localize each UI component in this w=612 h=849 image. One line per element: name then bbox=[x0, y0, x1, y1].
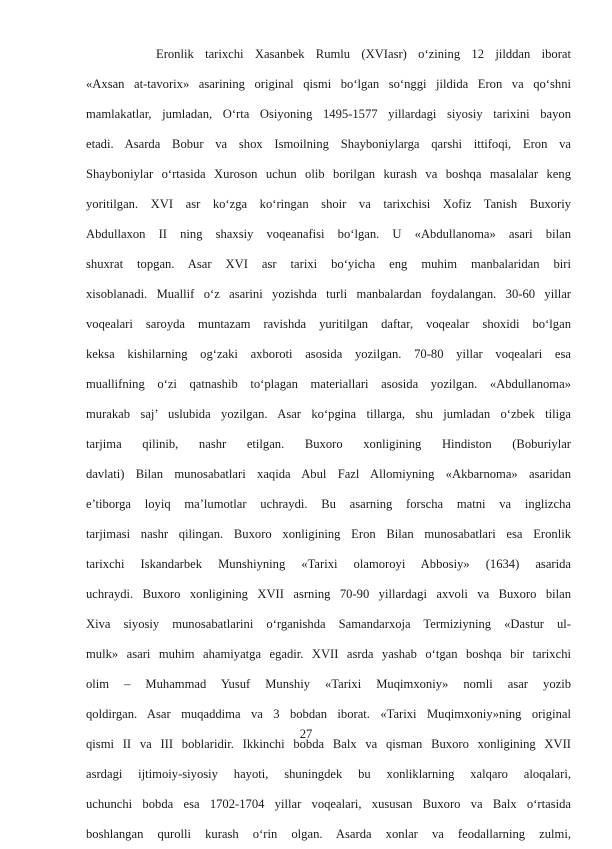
text-line: qoldirgan. Asar muqaddima va 3 bobdan iborat. «Tarixi Muqimxoniy»ning original bbox=[86, 707, 571, 721]
text-line: uchraydi. Buxoro xonligining XVII asrning 70-90 yillardagi axvoli va Buxoro bilan bbox=[86, 587, 571, 601]
text-line: tarjima qilinib, nashr etilgan. Buxoro xonligining Hindiston (Boburiylar bbox=[86, 437, 571, 451]
text-line: olim – Muhammad Yusuf Munshiy «Tarixi Muqimxoniy» nomli asar yozib bbox=[86, 677, 571, 691]
text-line: voqealari saroyda muntazam ravishda yuritilgan daftar, voqealar shoxidi bo‘lgan bbox=[86, 317, 571, 331]
text-line: etadi. Asarda Bobur va shox Ismoilning Shayboniylarga qarshi ittifoqi, Eron va bbox=[86, 137, 571, 151]
text-line: uchunchi bobda esa 1702-1704 yillar voqealari, xususan Buxoro va Balx o‘rtasida bbox=[86, 797, 571, 811]
text-line: davlati) Bilan munosabatlari xaqida Abul Fazl Allomiyning «Akbarnoma» asaridan bbox=[86, 467, 571, 481]
text-line: «Axsan at-tavorix» asarining original qismi bo‘lgan so‘nggi jildida Eron va qo‘shni bbox=[86, 77, 571, 91]
text-line: muallifning o‘zi qatnashib to‘plagan materiallari asosida yozilgan. «Abdullanoma» bbox=[86, 377, 571, 391]
text-line: xisoblanadi. Muallif o‘z asarini yozishda turli manbalardan foydalangan. 30-60 yillar bbox=[86, 287, 571, 301]
text-line: e’tiborga loyiq ma’lumotlar uchraydi. Bu asarning forscha matni va inglizcha bbox=[86, 497, 571, 511]
text-line: tarixchi Iskandarbek Munshiyning «Tarixi olamoroyi Abbosiy» (1634) asarida bbox=[86, 557, 571, 571]
text-line: mulk» asari muhim ahamiyatga egadir. XVII asrda yashab o‘tgan boshqa bir tarixchi bbox=[86, 647, 571, 661]
text-line: Eronlik tarixchi Xasanbek Rumlu (XVIasr) o‘zining 12 jilddan iborat bbox=[156, 47, 571, 61]
text-line: mamlakatlar, jumladan, O‘rta Osiyoning 1495-1577 yillardagi siyosiy tarixini bayon bbox=[86, 107, 571, 121]
text-line: keksa kishilarning og‘zaki axboroti asosida yozilgan. 70-80 yillar voqealari esa bbox=[86, 347, 571, 361]
text-line: Shayboniylar o‘rtasida Xuroson uchun olib borilgan kurash va boshqa masalalar keng bbox=[86, 167, 571, 181]
text-line: Abdullaxon II ning shaxsiy voqeanafisi bo‘lgan. U «Abdullanoma» asari bilan bbox=[86, 227, 571, 241]
text-line: tarjimasi nashr qilingan. Buxoro xonligining Eron Bilan munosabatlari esa Eronlik bbox=[86, 527, 571, 541]
text-line: shuxrat topgan. Asar XVI asr tarixi bo‘yicha eng muhim manbalaridan biri bbox=[86, 257, 571, 271]
text-line: qismi II va III boblaridir. Ikkinchi bobda Balx va qisman Buxoro xonligining XVII bbox=[86, 737, 571, 751]
text-line: murakab saj’ uslubida yozilgan. Asar ko‘pgina tillarga, shu jumladan o‘zbek tiliga bbox=[86, 407, 571, 421]
text-line: yoritilgan. XVI asr ko‘zga ko‘ringan shoir va tarixchisi Xofiz Tanish Buxoriy bbox=[86, 197, 571, 211]
text-line: boshlangan qurolli kurash o‘rin olgan. Asarda xonlar va feodallarning zulmi, bbox=[86, 827, 571, 841]
page-number: 27 bbox=[299, 727, 313, 741]
text-line: asrdagi ijtimoiy-siyosiy hayoti, shuningdek bu xonliklarning xalqaro aloqalari, bbox=[86, 767, 571, 781]
text-line: Xiva siyosiy munosabatlarini o‘rganishda Samandarxoja Termiziyning «Dastur ul- bbox=[86, 617, 571, 631]
